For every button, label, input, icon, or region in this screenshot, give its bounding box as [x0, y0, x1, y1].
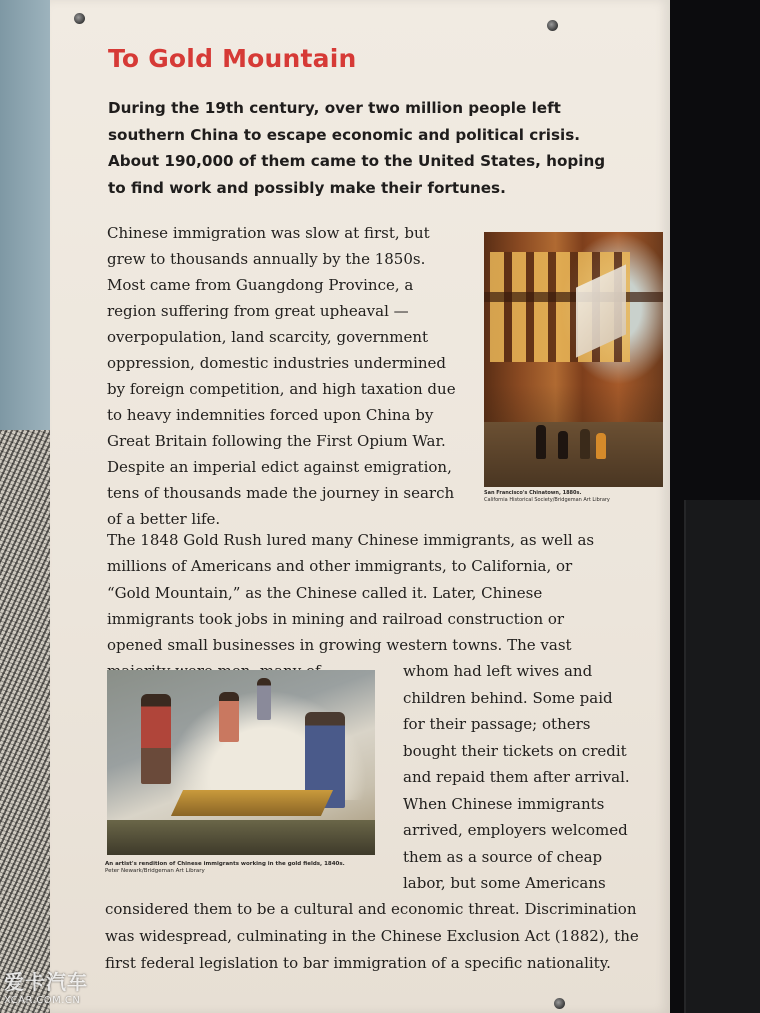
illustration-sluice-box: [171, 790, 333, 816]
painting-figure: [580, 429, 590, 459]
left-etching-artwork: [0, 430, 50, 1013]
body-paragraph-2: The 1848 Gold Rush lured many Chinese immigrants, as well as millions of Americans and other immigrants, to California, or “Gold Mountain,” as the Chinese called it. Later, Chinese immigrants took jobs in mining and railroad construction or opened small businesses in growing western towns. The vast: [107, 531, 595, 655]
image2-caption-title: An artist's rendition of Chinese immigrants working in the gold fields, 1840s.: [105, 861, 345, 867]
body-paragraph-1: Chinese immigration was slow at first, but grew to thousands annually by the 1850s. Most came from Guangdong Province, a region suffering from great upheaval — overpopulation, land scarcity, government oppression, domestic industries undermined by foreign competition, and high taxation due to heavy indemnities forced upon China by Great Britain following the First Opium War. Despite an imperial edict against emigration, tens of thousands made the journey in search of a better life.: [107, 224, 456, 528]
image1-caption-credit: California Historical Society/Bridgeman Art Library: [484, 497, 610, 503]
painting-figure: [596, 433, 606, 459]
left-adjacent-panel: [0, 0, 50, 430]
image1-caption: [484, 490, 684, 504]
watermark-url: XCAR.COM.CN: [4, 995, 81, 1006]
right-adjacent-panel: [684, 500, 760, 1013]
watermark-brand: 爱卡汽车: [4, 970, 88, 994]
body-paragraph-3: whom had left wives and children behind. Some paid for their passage; others bought their tickets on credit and repaid them after arrival. When Chinese immigrants arrived, employers welcomed them as a source of cheap labor, but some Americans: [403, 662, 630, 892]
painting-balcony: [484, 292, 663, 302]
painting-street: [484, 422, 663, 487]
illustration-miner: [257, 678, 271, 720]
screw-icon: [554, 998, 565, 1009]
chinatown-painting-image: [484, 232, 663, 487]
exhibit-sign: [50, 0, 670, 1013]
illustration-miner: [141, 694, 171, 784]
image2-caption-credit: Peter Newark/Bridgeman Art Library: [105, 868, 205, 874]
painting-figure: [558, 431, 568, 459]
image1-caption-title: San Francisco's Chinatown, 1880s.: [484, 490, 582, 496]
illustration-miner: [219, 692, 239, 742]
screw-icon: [74, 13, 85, 24]
illustration-ground: [107, 820, 375, 855]
screw-icon: [547, 20, 558, 31]
sign-title: To Gold Mountain: [108, 44, 357, 73]
painting-figure: [536, 425, 546, 459]
site-watermark: [4, 966, 88, 1006]
sign-lead-paragraph: During the 19th century, over two million people left southern China to escape economic and political crisis. About 190,000 of them came to the United States, hoping to find work and possibly make their fortunes.: [108, 99, 606, 197]
body-paragraph-4: considered them to be a cultural and economic threat. Discrimination was widespread, culminating in the Chinese Exclusion Act (1882), the first federal legislation to bar immigration of a specific nationality.: [105, 900, 639, 972]
gold-fields-illustration-image: [107, 670, 375, 855]
image2-caption: [105, 861, 385, 875]
